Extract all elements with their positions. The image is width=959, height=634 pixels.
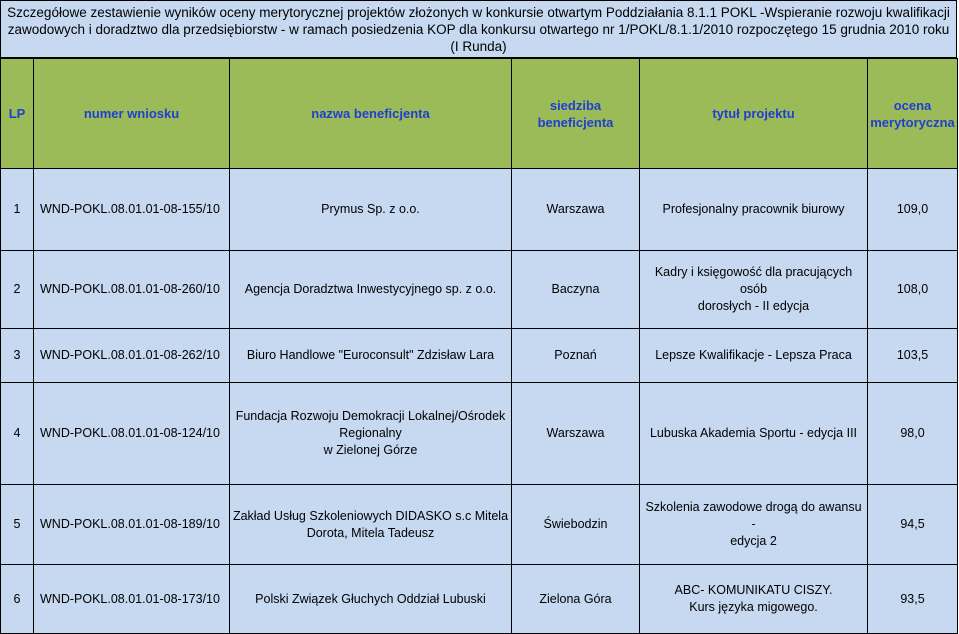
title-line-1: Szczegółowe zestawienie wyników oceny merytorycznej projektów złożonych w konkursie otwartym Poddziałania 8.1.1 POKL -Wspieranie rozwoju kwalifikacji [7, 5, 950, 20]
cell-ocena: 93,5 [868, 565, 958, 634]
cell-numer-wniosku: WND-POKL.08.01.01-08-124/10 [34, 383, 230, 485]
cell-ocena: 103,5 [868, 329, 958, 383]
cell-ocena: 109,0 [868, 169, 958, 251]
cell-lp: 6 [1, 565, 34, 634]
cell-nazwa-beneficjenta [230, 565, 512, 634]
cell-nazwa-beneficjenta [230, 485, 512, 565]
cell-nazwa-beneficjenta [230, 251, 512, 329]
cell-tytul-projektu [640, 169, 868, 251]
cell-tytul-projektu-line: Lubuska Akademia Sportu - edycja III [649, 426, 858, 440]
cell-tytul-projektu-line: ABC- KOMUNIKATU CISZY. [674, 583, 833, 597]
cell-nazwa-beneficjenta [230, 329, 512, 383]
cell-nazwa-beneficjenta-line: Zakład Usług Szkoleniowych DIDASKO s.c Mitela [232, 508, 509, 523]
table-row [1, 383, 958, 485]
cell-siedziba: Baczyna [512, 251, 640, 329]
cell-tytul-projektu-line: edycja 2 [730, 534, 777, 548]
cell-siedziba: Warszawa [512, 383, 640, 485]
cell-nazwa-beneficjenta-line: w Zielonej Górze [323, 443, 418, 457]
cell-tytul-projektu [640, 329, 868, 383]
header-ocena-merytoryczna [868, 59, 958, 169]
cell-lp: 4 [1, 383, 34, 485]
cell-numer-wniosku: WND-POKL.08.01.01-08-260/10 [34, 251, 230, 329]
cell-tytul-projektu-line: Szkolenia zawodowe drogą do awansu - [645, 500, 862, 531]
cell-nazwa-beneficjenta-line: Dorota, Mitela Tadeusz [306, 525, 435, 540]
table-row [1, 329, 958, 383]
header-tytul-projektu: tytuł projektu [640, 59, 868, 169]
cell-ocena: 94,5 [868, 485, 958, 565]
cell-tytul-projektu-line: Lepsze Kwalifikacje - Lepsza Praca [655, 348, 852, 362]
cell-tytul-projektu-line: Kadry i księgowość dla pracujących osób [654, 265, 853, 296]
header-row [1, 59, 958, 169]
header-numer-wniosku: numer wniosku [34, 59, 230, 169]
cell-nazwa-beneficjenta [230, 169, 512, 251]
title-line-3: (I Runda) [450, 39, 507, 54]
header-nazwa-beneficjenta: nazwa beneficjenta [230, 59, 512, 169]
cell-ocena: 108,0 [868, 251, 958, 329]
cell-nazwa-beneficjenta-line: Fundacja Rozwoju Demokracji Lokalnej/Ośrodek [235, 409, 506, 423]
cell-siedziba: Poznań [512, 329, 640, 383]
header-lp: LP [1, 59, 34, 169]
header-siedziba-line: beneficjenta [537, 114, 614, 130]
cell-nazwa-beneficjenta-line: Polski Związek Głuchych Oddział Lubuski [255, 591, 486, 606]
cell-nazwa-beneficjenta-line: Agencja Doradztwa Inwestycyjnego sp. z o.o. [244, 282, 497, 296]
cell-siedziba: Świebodzin [512, 485, 640, 565]
cell-numer-wniosku: WND-POKL.08.01.01-08-189/10 [34, 485, 230, 565]
cell-lp: 2 [1, 251, 34, 329]
cell-numer-wniosku: WND-POKL.08.01.01-08-155/10 [34, 169, 230, 251]
cell-tytul-projektu-line: Kurs języka migowego. [689, 600, 818, 614]
cell-nazwa-beneficjenta [230, 383, 512, 485]
header-ocena-line: merytoryczna [870, 114, 955, 130]
cell-siedziba: Warszawa [512, 169, 640, 251]
cell-nazwa-beneficjenta-line: Biuro Handlowe "Euroconsult" Zdzisław Lara [246, 348, 495, 362]
title-line-2: zawodowych i doradztwo dla przedsiębiorstw - w ramach posiedzenia KOP dla konkursu otwartego nr 1/POKL/8.1.1/2010 rozpoczętego 15 grudnia 2010 roku [7, 22, 950, 37]
table-row [1, 169, 958, 251]
cell-numer-wniosku: WND-POKL.08.01.01-08-173/10 [34, 565, 230, 634]
header-siedziba-beneficjenta [512, 59, 640, 169]
cell-numer-wniosku: WND-POKL.08.01.01-08-262/10 [34, 329, 230, 383]
cell-nazwa-beneficjenta-line: Regionalny [339, 426, 402, 440]
report-title [0, 0, 957, 58]
cell-ocena: 98,0 [868, 383, 958, 485]
cell-lp: 1 [1, 169, 34, 251]
cell-lp: 3 [1, 329, 34, 383]
cell-tytul-projektu-line: Profesjonalny pracownik biurowy [662, 202, 845, 216]
cell-siedziba: Zielona Góra [512, 565, 640, 634]
cell-tytul-projektu-line: dorosłych - II edycja [697, 299, 810, 313]
cell-lp: 5 [1, 485, 34, 565]
cell-tytul-projektu [640, 485, 868, 565]
cell-tytul-projektu [640, 383, 868, 485]
table-row [1, 251, 958, 329]
table-row [1, 565, 958, 634]
cell-nazwa-beneficjenta-line: Prymus Sp. z o.o. [321, 202, 420, 216]
header-siedziba-line: siedziba [549, 97, 602, 113]
cell-tytul-projektu [640, 251, 868, 329]
results-table [0, 58, 958, 634]
cell-tytul-projektu [640, 565, 868, 634]
header-ocena-line: ocena [893, 97, 932, 113]
table-row [1, 485, 958, 565]
